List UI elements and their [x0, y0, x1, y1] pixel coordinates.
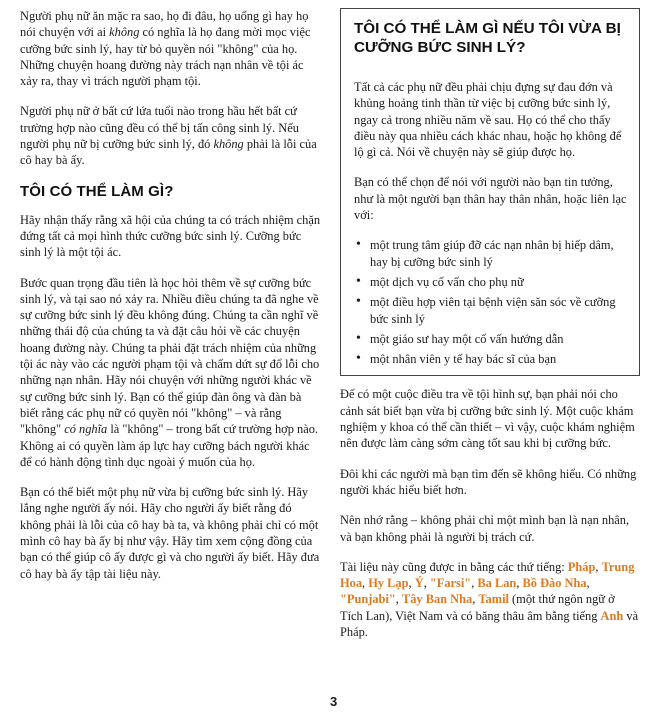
language-french: Pháp: [567, 559, 596, 574]
understanding-paragraph: Đôi khi các người mà bạn tìm đến sẽ không hiểu. Có những người khác hiểu biết hơn.: [340, 466, 637, 497]
emphasis-text: không: [109, 25, 140, 40]
language-english: Anh: [600, 608, 624, 623]
left-column: [20, 8, 320, 596]
emphasis-text: không: [213, 137, 244, 152]
intro-paragraph-1: Người phụ nữ ăn mặc ra sao, họ đi đâu, họ uống gì hay họ nói chuyện với ai không có nghĩa là họ đang mời mọc việc cưỡng bức sinh lý, hay từ bỏ quyền nói "không" của họ. Những chuyện hoang đường này trách nạn nhân về tội ác xảy ra, thay vì trách người phạm tội.: [20, 9, 311, 89]
language-greek: Hy Lạp: [368, 576, 409, 591]
list-item: • một điều hợp viên tại bệnh viện săn sóc về cưỡng bức sinh lý: [354, 294, 630, 327]
list-item: • một giáo sư hay một cố vấn hướng dẫn: [354, 331, 630, 347]
language-tamil: Tamil: [478, 592, 509, 607]
help-box: [340, 8, 640, 376]
right-column: [340, 8, 640, 654]
list-item: • một dịch vụ cố vấn cho phụ nữ: [354, 274, 630, 290]
language-polish: Ba Lan: [477, 576, 517, 591]
list-item: • một trung tâm giúp đỡ các nạn nhân bị hiếp dâm, hay bị cưỡng bức sinh lý: [354, 237, 630, 270]
intro-paragraph-2: Người phụ nữ ở bất cứ lứa tuổi nào trong hầu hết bất cứ trường hợp nào cũng đều có thể bị tấn công sinh lý. Nếu người phụ nữ bị cưỡng bức sinh lý, đó không phải là lỗi của cô hay bà ấy.: [20, 104, 317, 168]
not-alone-paragraph: Nên nhớ rằng – không phải chỉ một mình bạn là nạn nhân, và bạn không phải là người bị trách cứ.: [340, 513, 630, 544]
box-title: TÔI CÓ THỂ LÀM GÌ NẾU TÔI VỪA BỊ CƯỠNG BỨC SINH LÝ?: [354, 20, 621, 56]
language-italian: Ý: [414, 576, 424, 591]
action-paragraph-2: Bước quan trọng đầu tiên là học hỏi thêm về sự cưỡng bức sinh lý, và tại sao nó xảy ra. Nhiều điều chúng ta đã nghe về sự cưỡng bức sinh lý đều không đúng. Chúng ta cần nghĩ về những thái độ của chúng ta và đặt câu hỏi về các chuyện hoang đường này. Chúng ta phải đặt trách nhiệm của những tội ác này vào các người phạm tội và chấm dứt sự đổ lỗi cho những nạn nhân. Hãy nói chuyện với những người khác về sự cưỡng bức sinh lý. Bạn có thể giúp đàn ông và đàn bà biết rằng các phụ nữ có quyền nói "không" – và rằng "không" có nghĩa là "không" – trong bất cứ trường hợp nào. Không ai có quyền làm áp lực hay cưỡng bách người khác để có hành động tình dục ngoài ý muốn của họ.: [20, 275, 320, 469]
action-paragraph-3: Bạn có thể biết một phụ nữ vừa bị cưỡng bức sinh lý. Hãy lắng nghe người ấy nói. Hãy cho người ấy biết rằng đó không phải là lỗi của cô hay bà ta, và không phải chỉ có một mình cô hay bà ấy bị như vậy. Hãy tìm xem cộng đồng của bạn có thể giúp cô ấy được gì và cho người ấy biết. Hãy đưa cô hay bà ấy tập tài liệu này.: [20, 485, 320, 581]
page-number: 3: [330, 694, 338, 709]
languages-paragraph: Tài liệu này cũng được in bằng các thứ tiếng: Pháp, Trung Hoa, Hy Lạp, Ý, "Farsi", Ba Lan, Bồ Đào Nha, "Punjabi", Tây Ban Nha, Tamil (một thứ ngôn ngữ ở Tích Lan), Việt Nam và có băng thâu âm bằng tiếng Anh và Pháp.: [340, 559, 639, 640]
box-paragraph-2: Bạn có thể chọn để nói với người nào bạn tin tưởng, như là một người bạn thân hay thân nhân, hoặc liên lạc với:: [354, 175, 627, 223]
police-paragraph: Để có một cuộc điều tra về tội hình sự, bạn phải nói cho cảnh sát biết bạn vừa bị cưỡng bức sinh lý. Một cuộc khám nghiệm y khoa có thể cần thiết – vì vậy, cuộc khám nghiệm nên được làm càng sớm càng tốt sau khi bị cưỡng bức.: [340, 387, 635, 451]
language-punjabi: "Punjabi": [340, 592, 396, 607]
section-heading-what-can-i-do: TÔI CÓ THỂ LÀM GÌ?: [20, 182, 174, 200]
emphasis-text: có nghĩa: [64, 422, 108, 437]
action-paragraph-1: Hãy nhận thấy rằng xã hội của chúng ta có trách nhiệm chặn đứng tất cả mọi hình thức cưỡng bức sinh lý. Cưỡng bức sinh lý là một tội ác.: [20, 212, 321, 260]
box-paragraph-1: Tất cả các phụ nữ đều phải chịu đựng sự đau đớn và khủng hoảng tinh thần từ việc bị cưỡng bức sinh lý, ngay cả trong nhiều năm về sau. Họ có thể cho thấy điều này qua nhiều cách khác nhau, hoặc họ không để lộ gì cả. Nói về chuyện này sẽ giúp được họ.: [354, 80, 622, 160]
language-chinese: Trung Hoa: [340, 559, 635, 591]
list-item: • một nhân viên y tế hay bác sĩ của bạn: [354, 351, 630, 367]
language-portuguese: Bồ Đào Nha: [522, 576, 587, 591]
resource-list: [354, 237, 630, 367]
language-farsi: "Farsi": [429, 576, 472, 591]
language-spanish: Tây Ban Nha: [401, 592, 473, 607]
